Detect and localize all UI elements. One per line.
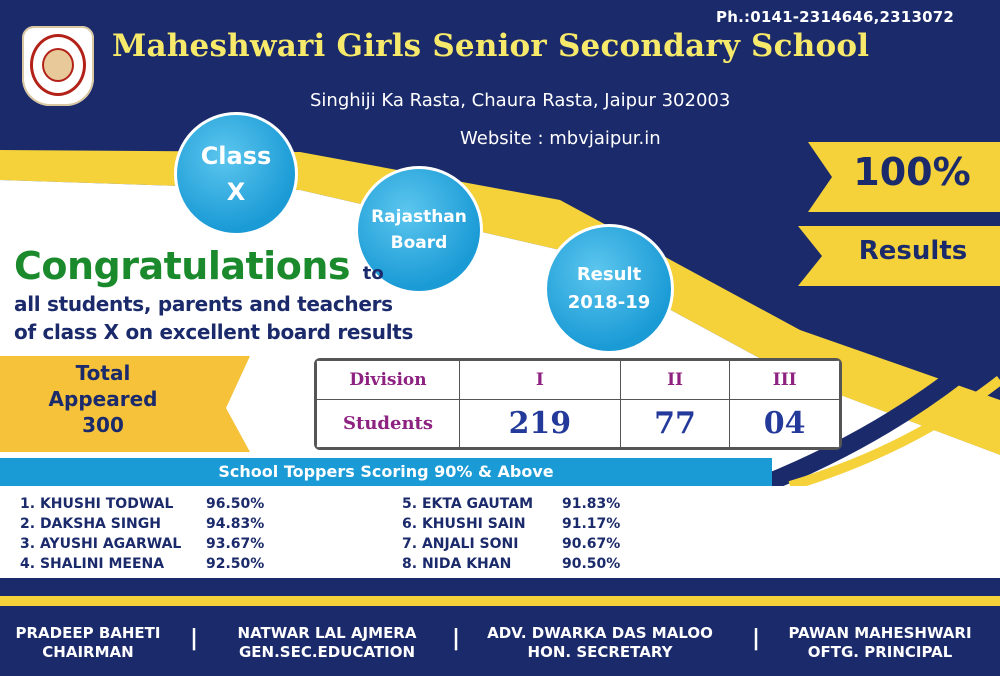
topper-item	[20, 556, 265, 572]
division-ii-header: II	[620, 361, 730, 400]
division-table	[314, 358, 842, 450]
topper-score: 96.50%	[206, 496, 265, 512]
congratulations-word: Congratulations	[14, 244, 350, 288]
footer-separator: |	[190, 626, 199, 651]
topper-name: DAKSHA SINGH	[39, 516, 161, 532]
topper-name: SHALINI MEENA	[39, 556, 165, 572]
total-label-2: Appeared	[48, 387, 158, 411]
topper-score: 92.50%	[206, 556, 265, 572]
signatory-name: PAWAN MAHESHWARI	[788, 624, 972, 642]
division-header-row	[317, 361, 840, 400]
total-count: 300	[82, 413, 124, 437]
footer-separator: |	[752, 626, 761, 651]
topper-rank: 1.	[20, 496, 36, 512]
toppers-title: School Toppers Scoring 90% & Above	[0, 458, 772, 486]
congratulations-line-1: all students, parents and teachers	[14, 292, 393, 316]
signatory-hon-secretary	[480, 624, 720, 662]
signatory-title: HON. SECRETARY	[527, 643, 673, 661]
division-header-label: Division	[317, 361, 460, 400]
signatory-name: PRADEEP BAHETI	[15, 624, 161, 642]
students-division-i: 219	[460, 400, 621, 448]
school-name: Maheshwari Girls Senior Secondary School	[112, 28, 870, 64]
students-division-ii: 77	[620, 400, 730, 448]
division-i-header: I	[460, 361, 621, 400]
topper-name: ANJALI SONI	[421, 536, 519, 552]
topper-name: AYUSHI AGARWAL	[39, 536, 182, 552]
topper-name: KHUSHI TODWAL	[39, 496, 174, 512]
topper-score: 90.67%	[562, 536, 621, 552]
footer-top-navy	[0, 578, 1000, 598]
topper-item	[402, 496, 621, 512]
topper-score: 93.67%	[206, 536, 265, 552]
signatory-chairman	[8, 624, 168, 662]
students-row	[317, 400, 840, 448]
result-year: 2018-19	[567, 292, 651, 313]
total-label-1: Total	[75, 361, 131, 385]
total-appeared	[8, 360, 198, 438]
topper-rank: 2.	[20, 516, 36, 532]
signatory-title: GEN.SEC.EDUCATION	[238, 643, 415, 661]
school-address: Singhiji Ka Rasta, Chaura Rasta, Jaipur 302003	[310, 90, 731, 111]
topper-score: 91.83%	[562, 496, 621, 512]
signatory-name: ADV. DWARKA DAS MALOO	[487, 624, 713, 642]
board-label-1: Rajasthan	[371, 207, 467, 227]
topper-rank: 3.	[20, 536, 36, 552]
division-iii-header: III	[730, 361, 840, 400]
topper-item	[20, 536, 265, 552]
phone-number: Ph.:0141-2314646,2313072	[716, 8, 954, 26]
signatory-principal	[780, 624, 980, 662]
topper-rank: 4.	[20, 556, 36, 572]
class-bubble	[174, 112, 298, 236]
topper-item	[402, 516, 621, 532]
topper-rank: 6.	[402, 516, 418, 532]
results-text: Results	[858, 236, 968, 266]
topper-name: KHUSHI SAIN	[421, 516, 526, 532]
school-website: Website : mbvjaipur.in	[460, 128, 661, 149]
class-value: X	[226, 178, 246, 206]
topper-score: 90.50%	[562, 556, 621, 572]
congratulations-to: to	[362, 263, 384, 284]
congratulations-heading	[14, 244, 384, 288]
signatory-name: NATWAR LAL AJMERA	[237, 624, 417, 642]
topper-name: EKTA GAUTAM	[421, 496, 534, 512]
topper-item	[20, 496, 265, 512]
logo-emblem	[42, 48, 74, 82]
topper-name: NIDA KHAN	[421, 556, 512, 572]
result-bubble	[544, 224, 674, 354]
percent-text: 100%	[853, 150, 971, 194]
topper-item	[402, 536, 621, 552]
division-grid	[316, 360, 840, 448]
topper-rank: 8.	[402, 556, 418, 572]
board-label-2: Board	[390, 233, 448, 253]
class-label: Class	[200, 142, 272, 170]
students-division-iii: 04	[730, 400, 840, 448]
topper-rank: 7.	[402, 536, 418, 552]
signatory-gen-sec	[222, 624, 432, 662]
topper-item	[20, 516, 265, 532]
footer-yellow-stripe	[0, 596, 1000, 606]
topper-rank: 5.	[402, 496, 418, 512]
topper-score: 91.17%	[562, 516, 621, 532]
result-label: Result	[576, 264, 642, 285]
signatory-title: OFTG. PRINCIPAL	[807, 643, 953, 661]
topper-item	[402, 556, 621, 572]
signatory-title: CHAIRMAN	[42, 643, 134, 661]
students-label: Students	[317, 400, 460, 448]
school-logo	[22, 26, 94, 106]
topper-score: 94.83%	[206, 516, 265, 532]
congratulations-line-2: of class X on excellent board results	[14, 320, 414, 344]
footer-separator: |	[452, 626, 461, 651]
